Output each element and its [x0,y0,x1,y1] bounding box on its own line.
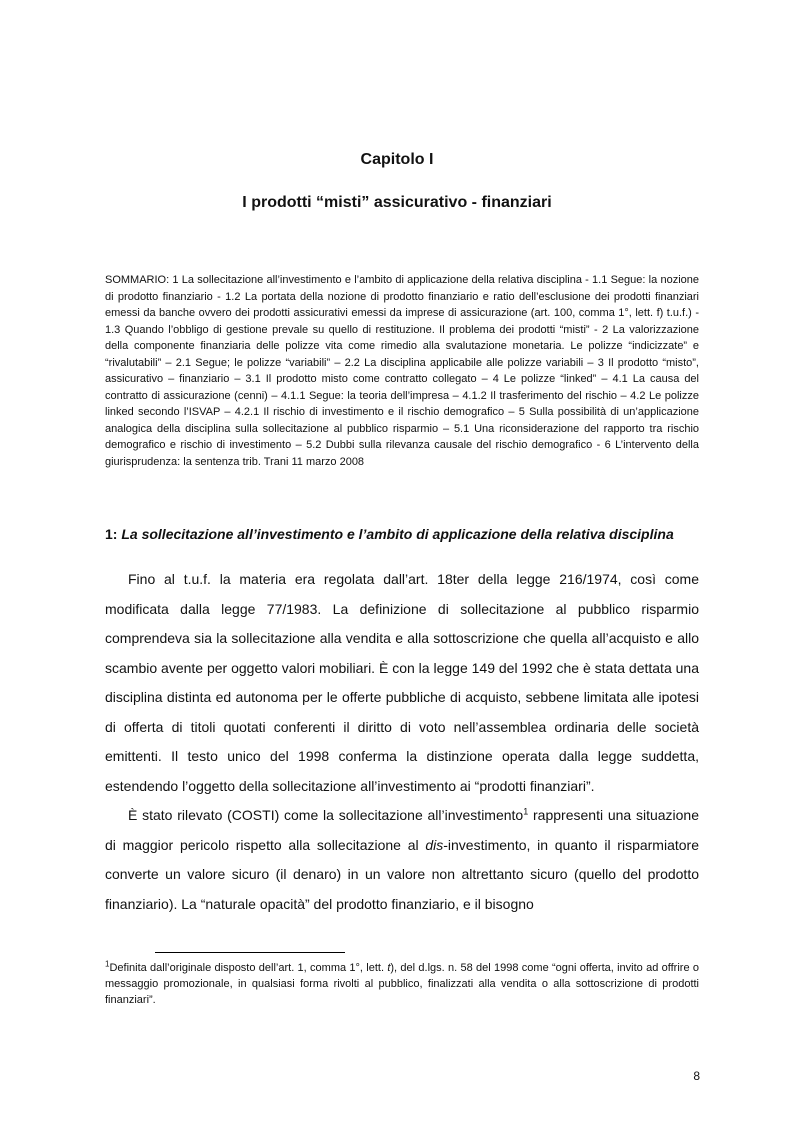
footnote-1 [105,960,699,1008]
chapter-label: Capitolo I [360,151,434,168]
footnote-reference[interactable]: 1 [523,806,529,817]
chapter-summary: SOMMARIO: 1 La sollecitazione all’investimento e l’ambito di applicazione della relativa disciplina - 1.1 Segue: la nozione di prodotto finanziario - 1.2 La portata della nozione di prodotto finanziario e ratio dell’esclusione dei prodotti finanziari emessi da banche ovvero dei prodotti assicurativi emessi da imprese di assicurazione (art. 100, comma 1°, lett. f) t.u.f.) - 1.3 Quando l’obbligo di gestione prevale su quello di restituzione. Il problema dei prodotti “misti” - 2 La valorizzazione della componente finanziaria delle polizze vita come rimedio alla svalutazione monetaria. Le polizze “indicizzate” e “rivalutabili” – 2.1 Segue; le polizze “variabili” – 2.2 La disciplina applicabile alle polizze variabili – 3 Il prodotto “misto”, assicurativo – finanziario – 3.1 Il prodotto misto come contratto collegato – 4 Le polizze “linked” – 4.1 La causa del contratto di assicurazione (cenni) – 4.1.1 Segue: la teoria dell’impresa – 4.1.2 Il trasferimento del rischio – 4.2 Le polizze linked secondo l’ISVAP – 4.2.1 Il rischio di investimento e il rischio demografico – 5 Sulla possibilità di un’applicazione analogica della disciplina sulla sollecitazione al pubblico risparmio – 5.1 Una riconsiderazione del rapporto tra rischio demografico e rischio di investimento – 5.2 Dubbi sulla rilevanza causale del rischio demografico - 6 L’intervento della giurisprudenza: la sentenza trib. Trani 11 marzo 2008 [105,274,699,468]
section-heading [105,524,705,544]
body-paragraph-2 [105,801,699,919]
paragraph-2-text-a: È stato rilevato (COSTI) come la sollecitazione all’investimento [128,807,524,823]
footnote-text-a: Definita dall’originale disposto dell’art. 1, comma 1°, lett. [109,962,388,974]
paragraph-2-text-b: rappresenti una situazione di maggior pericolo rispetto alla sollecitazione al [105,807,700,853]
footnote-emphasis: t [387,962,391,974]
body-paragraph-1: Fino al t.u.f. la materia era regolata dall’art. 18ter della legge 216/1974, così come modificata dalla legge 77/1983. La definizione di sollecitazione al pubblico risparmio comprendeva sia la sollecitazione alla vendita e alla sottoscrizione che quella all’acquisto e allo scambio avente per oggetto valori mobiliari. È con la legge 149 del 1992 che è stata dettata una disciplina distinta ed autonoma per le offerte pubbliche di acquisto, sebbene limitata alle ipotesi di offerta di titoli quotati conferenti il diritto di voto nell’assemblea ordinaria delle società emittenti. Il testo unico del 1998 conferma la distinzione operata dalla legge suddetta, estendendo l’oggetto della sollecitazione all’investimento ai “prodotti finanziari”. [105,571,699,794]
page-number: 8 [693,1069,700,1083]
footnote-number: 1 [105,959,110,969]
chapter-title: I prodotti “misti” assicurativo - finanziari [242,194,552,211]
section-number: 1: [105,526,118,542]
footnote-text-b: ), del d.lgs. n. 58 del 1998 come “ogni offerta, invito ad offrire o messaggio promozionale, in qualsiasi forma rivolti al pubblico, finalizzati alla vendita o alla sottoscrizione di prodotti finanziari”. [105,962,699,1006]
paragraph-2-text-c: -investimento, in quanto il risparmiatore converte un valore sicuro (il denaro) in un valore non altrettanto sicuro (quello del prodotto finanziario). La “naturale opacità” del prodotto finanziario, e il bisogno [105,836,699,912]
footnote-separator [155,952,345,953]
paragraph-2-emphasis: dis [425,836,444,853]
section-title: La sollecitazione all’investimento e l’ambito di applicazione della relativa disciplina [121,526,674,542]
